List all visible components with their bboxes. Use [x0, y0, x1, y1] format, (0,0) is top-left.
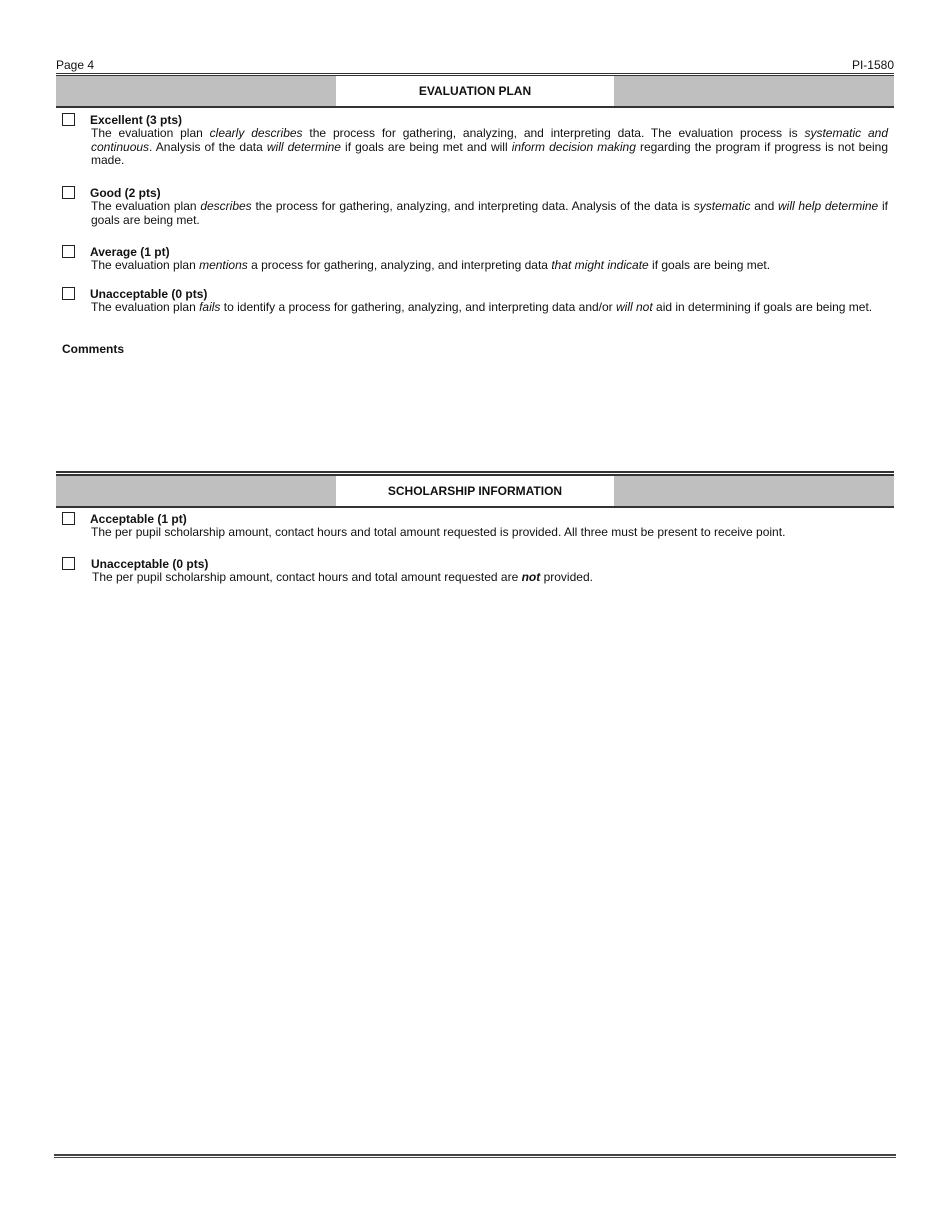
unacceptable-checkbox[interactable] — [62, 287, 75, 300]
comments-label: Comments — [62, 342, 125, 356]
scholarship-unacceptable-checkbox[interactable] — [62, 557, 75, 570]
scholarship-band-rule — [56, 506, 894, 508]
good-title: Good (2 pts) — [90, 186, 161, 200]
excellent-description: The evaluation plan clearly describes the process for gathering, analyzing, and interpreting data. The evaluation process is systematic and continuous. Analysis of the data will determine if goals are being met and will inform decision making regarding the program if progress is not being made. — [91, 126, 889, 168]
footer-rule-bottom — [54, 1157, 896, 1158]
excellent-checkbox[interactable] — [62, 113, 75, 126]
unacceptable-description: The evaluation plan fails to identify a process for gathering, analyzing, and interpreting data and/or will not aid in determining if goals are being met. — [91, 300, 873, 314]
average-title: Average (1 pt) — [90, 245, 170, 259]
unacceptable-title: Unacceptable (0 pts) — [90, 287, 208, 301]
scholarship-unacceptable-title: Unacceptable (0 pts) — [91, 557, 209, 571]
form-id: PI-1580 — [851, 58, 894, 72]
good-description: The evaluation plan describes the process for gathering, analyzing, and interpreting data. Analysis of the data is systematic and will help determine if goals are being met. — [91, 199, 888, 227]
page-header — [56, 58, 894, 72]
average-description: The evaluation plan mentions a process for gathering, analyzing, and interpreting data that might indicate if goals are being met. — [91, 258, 771, 272]
page-number: Page 4 — [56, 58, 95, 72]
acceptable-description: The per pupil scholarship amount, contact hours and total amount requested is provided. All three must be present to receive point. — [91, 525, 786, 539]
scholarship-title: SCHOLARSHIP INFORMATION — [336, 476, 614, 506]
evaluation-plan-band-rule — [56, 106, 894, 108]
scholarship-band — [56, 476, 894, 506]
acceptable-checkbox[interactable] — [62, 512, 75, 525]
acceptable-title: Acceptable (1 pt) — [90, 512, 187, 526]
footer-rule-top — [54, 1154, 896, 1156]
good-checkbox[interactable] — [62, 186, 75, 199]
excellent-title: Excellent (3 pts) — [90, 113, 183, 127]
evaluation-plan-band — [56, 76, 894, 106]
average-checkbox[interactable] — [62, 245, 75, 258]
scholarship-rule-top — [56, 471, 894, 473]
evaluation-plan-title: EVALUATION PLAN — [336, 76, 614, 106]
header-rule-top — [56, 73, 894, 74]
scholarship-unacceptable-description: The per pupil scholarship amount, contact hours and total amount requested are not provided. — [92, 570, 593, 584]
